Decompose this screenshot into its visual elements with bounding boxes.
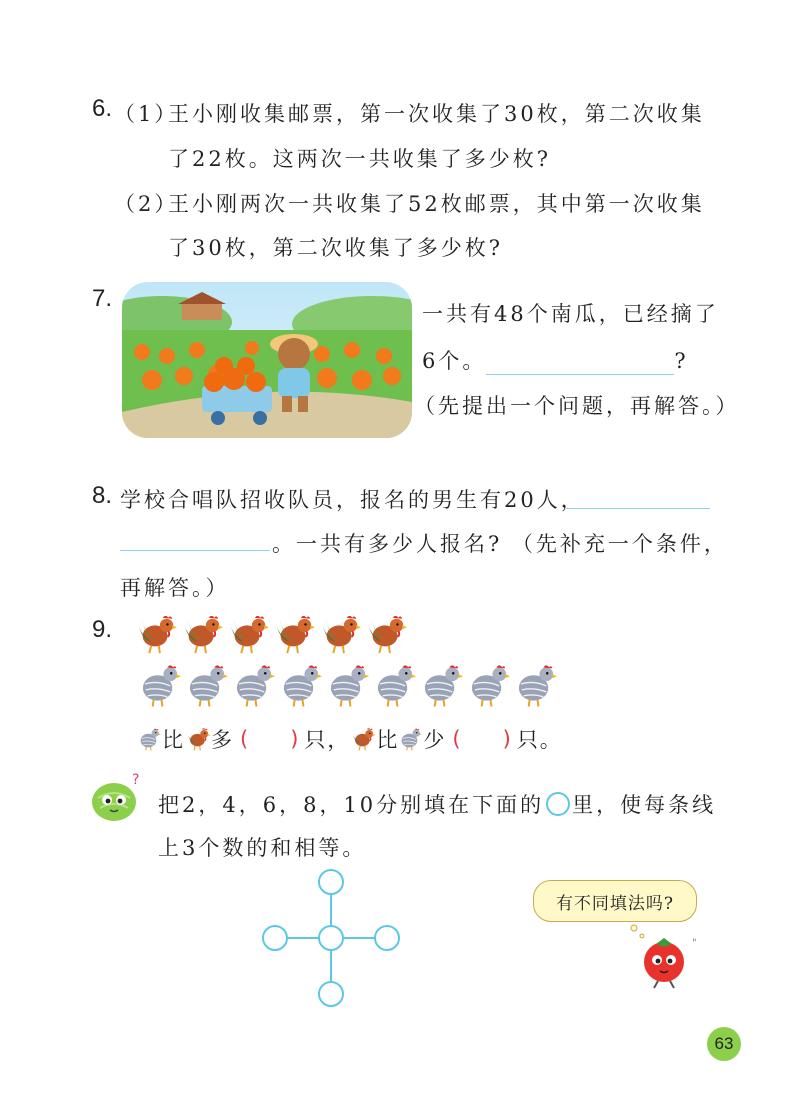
hen-row	[138, 662, 559, 708]
rooster-icon	[364, 612, 408, 656]
q6-part2-line1: 王小刚两次一共收集了52枚邮票，其中第一次收集	[168, 192, 705, 216]
svg-text:?: ?	[132, 772, 140, 788]
q8-line2: 。一共有多少人报名? （先补充一个条件，	[272, 532, 728, 556]
q8-line3: 再解答。）	[120, 576, 230, 600]
q7-line2-suffix: ?	[674, 349, 689, 373]
speech-bubble	[533, 880, 697, 922]
cross-number-diagram	[258, 868, 404, 1008]
hen-icon	[138, 662, 183, 708]
q7-line1: 一共有48个南瓜，已经摘了	[422, 302, 719, 326]
q8-condition-blank-2[interactable]	[120, 526, 270, 551]
q8-number: 8.	[92, 482, 113, 509]
number-circle-center[interactable]	[319, 926, 343, 950]
q6-part2-line2: 了30枚，第二次收集了多少枚?	[168, 236, 503, 260]
hen-icon	[373, 662, 418, 708]
q6-part2-mark: （2）	[114, 192, 179, 216]
q9-text-bi2: 比	[376, 728, 400, 752]
rooster-icon	[226, 612, 270, 656]
q7-line2-prefix: 6个。	[422, 349, 487, 373]
q9-number: 9.	[92, 616, 113, 643]
puzzle-line1	[158, 789, 716, 819]
rooster-icon	[185, 726, 211, 752]
q6-number: 6.	[92, 95, 113, 122]
hen-icon	[185, 662, 230, 708]
rooster-icon	[318, 612, 362, 656]
number-circle-top[interactable]	[319, 870, 343, 894]
circle-symbol-icon	[546, 792, 570, 816]
page-number: 63	[707, 1027, 741, 1061]
q9-answer2-close: )	[502, 727, 513, 751]
q9-text-zhi: 只，	[304, 728, 351, 752]
q7-question-blank[interactable]	[486, 352, 674, 375]
pumpkin-field-illustration	[122, 282, 412, 438]
q9-text-bi: 比	[162, 728, 185, 752]
q6-part1-mark: （1）	[114, 102, 179, 126]
q7-number: 7.	[92, 285, 113, 312]
puzzle-line1-prefix: 把2，4，6，8，10分别填在下面的	[158, 793, 545, 817]
q9-text-zhi2: 只。	[516, 728, 563, 752]
q9-answer1-close: )	[290, 727, 301, 751]
cabbage-mascot-icon	[88, 772, 144, 824]
puzzle-line2: 上3个数的和相等。	[158, 836, 367, 860]
hen-icon	[420, 662, 465, 708]
q6-part1-line1: 王小刚收集邮票，第一次收集了30枚，第二次收集	[168, 102, 705, 126]
number-circle-left[interactable]	[263, 926, 287, 950]
q7-line3: （先提出一个问题，再解答。）	[414, 394, 740, 418]
q9-comparison-line	[138, 724, 563, 754]
q8-line1: 学校合唱队招收队员，报名的男生有20人，	[120, 488, 585, 512]
speech-bubble-text: 有不同填法吗?	[555, 893, 675, 914]
hen-icon	[514, 662, 559, 708]
hen-icon	[138, 726, 162, 752]
rooster-icon	[180, 612, 224, 656]
q7-line2	[422, 345, 689, 375]
hen-icon	[399, 726, 423, 752]
q9-text-shao: 少	[423, 728, 447, 752]
rooster-icon	[134, 612, 178, 656]
q8-condition-blank-1[interactable]	[566, 484, 710, 509]
hen-icon	[279, 662, 324, 708]
q9-answer1-open: (	[240, 727, 251, 751]
hen-icon	[232, 662, 277, 708]
hen-icon	[326, 662, 371, 708]
tomato-mascot-icon	[620, 922, 710, 992]
number-circle-bottom[interactable]	[319, 982, 343, 1006]
number-circle-right[interactable]	[375, 926, 399, 950]
q6-part1-line2: 了22枚。这两次一共收集了多少枚?	[168, 147, 551, 171]
rooster-icon	[272, 612, 316, 656]
rooster-icon	[350, 726, 376, 752]
q9-answer2-open: (	[452, 727, 463, 751]
hen-icon	[467, 662, 512, 708]
svg-text:": "	[692, 938, 697, 949]
puzzle-line1-suffix: 里，使每条线	[572, 793, 717, 817]
q9-text-duo: 多	[211, 728, 234, 752]
rooster-row	[134, 612, 408, 656]
